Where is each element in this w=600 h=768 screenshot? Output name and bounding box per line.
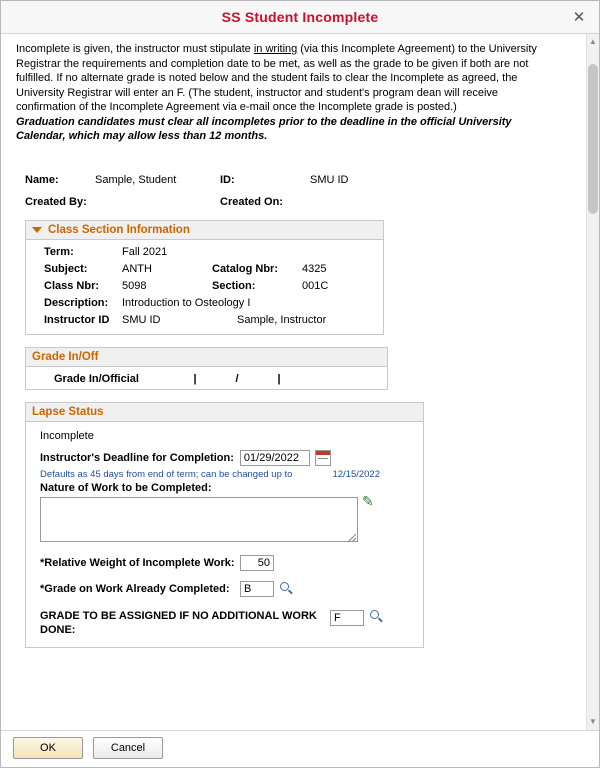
calendar-icon[interactable] xyxy=(315,450,331,466)
deadline-max-date: 12/15/2022 xyxy=(332,468,380,480)
description-row xyxy=(32,297,377,309)
term-label: Term: xyxy=(44,245,74,258)
class-nbr-row xyxy=(32,280,377,292)
class-section-information xyxy=(25,220,384,335)
id-label: ID: xyxy=(220,173,235,186)
close-icon[interactable]: ✕ xyxy=(569,7,589,27)
class-nbr-value: 5098 xyxy=(122,279,147,292)
dialog-footer xyxy=(1,730,599,767)
name-label: Name: xyxy=(25,173,59,186)
lapse-status-body xyxy=(26,422,423,647)
relative-weight-input[interactable] xyxy=(240,555,274,571)
class-section-header-label: Class Section Information xyxy=(48,223,190,236)
grade-separator: / xyxy=(235,372,239,385)
grade-on-work-input[interactable] xyxy=(240,581,274,597)
resize-handle[interactable] xyxy=(348,534,356,542)
created-by-label: Created By: xyxy=(25,195,87,208)
section-label: Section: xyxy=(212,279,256,292)
scroll-down-icon[interactable]: ▼ xyxy=(589,717,597,726)
grade-if-no-work-input[interactable] xyxy=(330,610,364,626)
class-nbr-label: Class Nbr: xyxy=(44,279,100,292)
chevron-down-icon[interactable] xyxy=(32,227,42,233)
grade-inoff-label: Grade In/Official xyxy=(54,372,139,385)
scrollbar-thumb[interactable] xyxy=(588,64,598,214)
deadline-label: Instructor's Deadline for Completion: xyxy=(40,451,234,464)
scroll-up-icon[interactable]: ▲ xyxy=(589,37,597,46)
grade-if-no-work-label: GRADE TO BE ASSIGNED IF NO ADDITIONAL WORK DONE: xyxy=(40,609,317,636)
dialog-body xyxy=(1,34,599,730)
grade-inoff-section xyxy=(25,347,388,390)
description-value: Introduction to Osteology I xyxy=(122,296,251,309)
subject-row xyxy=(32,263,377,275)
lapse-status-header-label: Lapse Status xyxy=(32,405,104,418)
grade-on-work-label: *Grade on Work Already Completed: xyxy=(40,582,230,595)
created-row xyxy=(11,196,573,208)
graduation-note: Graduation candidates must clear all incompletes prior to the deadline in the official University Calendar, which may allow less than 12 months. xyxy=(16,115,512,142)
grade-inoff-header[interactable] xyxy=(26,348,387,367)
nature-of-work-textarea[interactable] xyxy=(40,497,358,542)
catalog-nbr-value: 4325 xyxy=(302,262,327,275)
lapse-status-value: Incomplete xyxy=(40,429,94,442)
id-value: SMU ID xyxy=(310,173,349,186)
grade-in-value: | xyxy=(193,372,197,385)
deadline-hint-text: Defaults as 45 days from end of term; can be changed up to xyxy=(40,468,293,480)
student-identity-row xyxy=(11,174,573,186)
description-label: Description: xyxy=(44,296,109,309)
deadline-input[interactable] xyxy=(240,450,310,466)
lapse-status-header[interactable] xyxy=(26,403,423,422)
grade-inoff-row xyxy=(26,367,387,389)
class-section-body xyxy=(26,240,383,334)
subject-value: ANTH xyxy=(122,262,152,275)
search-icon[interactable] xyxy=(279,581,294,596)
relative-weight-label: *Relative Weight of Incomplete Work: xyxy=(40,556,235,569)
search-icon-2[interactable] xyxy=(369,609,384,624)
created-on-label: Created On: xyxy=(220,195,283,208)
catalog-nbr-label: Catalog Nbr: xyxy=(212,262,278,275)
vertical-scrollbar[interactable] xyxy=(586,34,599,730)
nature-of-work-wrap xyxy=(40,492,374,545)
instructor-id-label: Instructor ID xyxy=(44,313,110,326)
grade-on-work-row xyxy=(40,581,413,597)
pencil-icon[interactable]: ✎ xyxy=(362,492,374,509)
instructor-name-value: Sample, Instructor xyxy=(237,313,327,326)
instructor-row xyxy=(32,314,377,326)
lapse-status-section xyxy=(25,402,424,648)
section-value: 001C xyxy=(302,279,329,292)
term-row xyxy=(32,246,377,258)
cancel-button[interactable]: Cancel xyxy=(93,737,163,759)
relative-weight-row xyxy=(40,555,413,571)
grade-inoff-header-label: Grade In/Off xyxy=(32,350,99,363)
class-section-header[interactable] xyxy=(26,221,383,240)
grade-if-no-work-row xyxy=(40,609,413,637)
deadline-hint-row xyxy=(40,469,380,480)
term-value: Fall 2021 xyxy=(122,245,168,258)
subject-label: Subject: xyxy=(44,262,88,275)
intro-paragraph: Incomplete is given, the instructor must stipulate in writing (via this Incomplete Agreement) to the University Registrar the requirements and completion date to be met, as well as the grade to be given if both are not fulfilled. If no alternate grade is noted below and the student fails to clear the Incomplete as agreed, the University Registrar will enter an F. (The student, instructor and student's program dean will receive confirmation of the Incomplete Agreement via e-mail once the Incomplete grade is posted.) xyxy=(16,43,537,113)
dialog-titlebar xyxy=(1,1,599,34)
scroll-content xyxy=(1,34,587,730)
nature-of-work-label: Nature of Work to be Completed: xyxy=(40,481,212,494)
deadline-row xyxy=(40,450,413,466)
dialog-title: SS Student Incomplete xyxy=(221,9,379,25)
ok-button[interactable]: OK xyxy=(13,737,83,759)
grade-official-value: | xyxy=(277,372,281,385)
instructor-id-value: SMU ID xyxy=(122,313,161,326)
name-value: Sample, Student xyxy=(95,173,177,186)
